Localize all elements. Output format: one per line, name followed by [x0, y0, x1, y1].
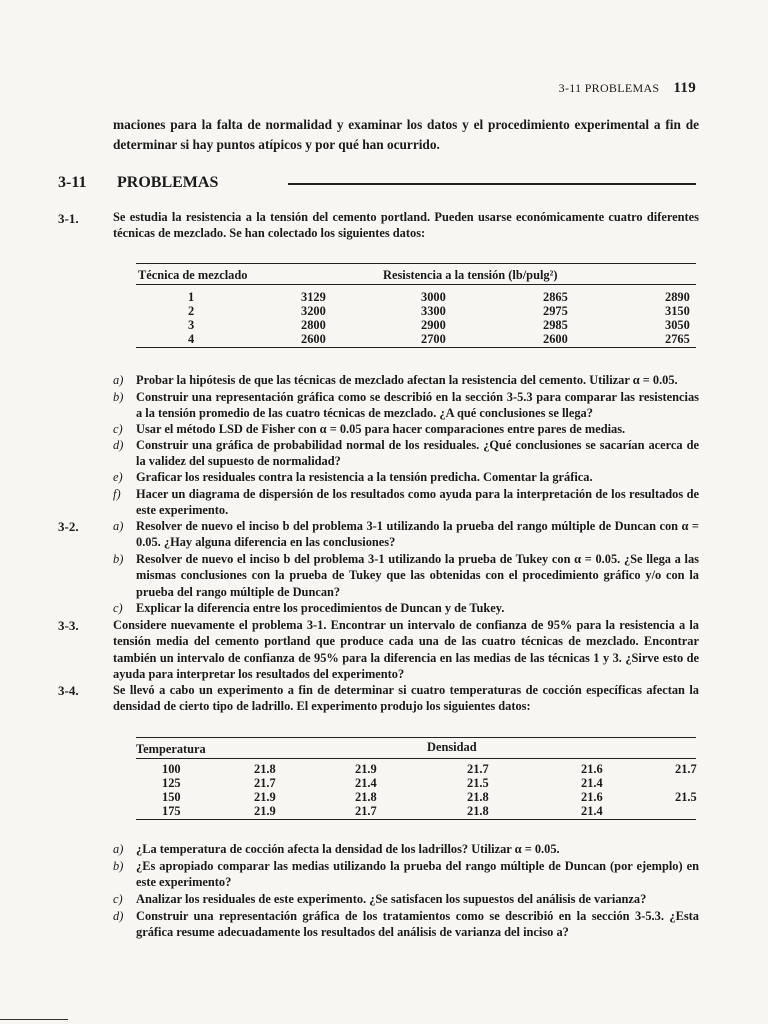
table-cell: 21.7: [467, 762, 489, 776]
continuation-paragraph: maciones para la falta de normalidad y examinar los datos y el procedimiento experimental a fin de determinar si hay puntos atípicos y por qué han ocurrido.: [113, 117, 699, 152]
table-rule: [136, 758, 696, 759]
sub-item: [113, 908, 699, 941]
sub-item-label: c): [113, 422, 123, 436]
table-cell: 3300: [421, 304, 446, 318]
table-cell: 21.5: [467, 776, 489, 790]
sub-item-label: a): [113, 519, 124, 533]
table-cell: 2600: [543, 332, 568, 346]
table-cell: 3050: [665, 318, 690, 332]
sub-item: [113, 858, 699, 891]
table-cell: 2865: [543, 290, 568, 304]
table-cell: 21.4: [581, 804, 603, 818]
table-cell: 1: [188, 290, 195, 304]
table-cell: 2985: [543, 318, 568, 332]
table-cell: 3200: [301, 304, 326, 318]
problem-statement: Se estudia la resistencia a la tensión del cemento portland. Pueden usarse económicamente cuatro diferentes técnicas de mezclado. Se han colectado los siguientes datos:: [113, 210, 699, 241]
sub-item-label: d): [113, 909, 124, 923]
problem-number: 3-1.: [58, 211, 79, 226]
sub-item-label: e): [113, 470, 123, 484]
table-cell: 3150: [665, 304, 690, 318]
problem-number: 3-2.: [58, 519, 79, 534]
table-cell: 21.8: [355, 790, 377, 804]
sub-item: [113, 891, 699, 907]
sub-item-label: c): [113, 892, 123, 906]
table-cell: 21.7: [254, 776, 276, 790]
table-cell: 100: [162, 762, 181, 776]
sub-item: [113, 600, 699, 616]
section-rule: [288, 183, 696, 185]
sub-item-label: d): [113, 438, 124, 452]
table-cell: 3000: [421, 290, 446, 304]
table-cell: 3: [188, 318, 195, 332]
table-cell: 150: [162, 790, 181, 804]
sub-item: [113, 518, 699, 551]
problem-number: 3-3.: [58, 618, 79, 633]
table-cell: 2600: [301, 332, 326, 346]
sub-item-text: Usar el método LSD de Fisher con α = 0.05 para hacer comparaciones entre pares de medias.: [136, 422, 626, 436]
running-head: [559, 80, 696, 97]
sub-item-label: a): [113, 373, 124, 387]
table-cell: 2890: [665, 290, 690, 304]
table-rule: [136, 347, 696, 348]
table-col-header: Densidad: [427, 740, 477, 754]
problem-statement: Se llevó a cabo un experimento a fin de determinar si cuatro temperaturas de cocción específicas afectan la densidad de cierto tipo de ladrillo. El experimento produjo los siguientes datos:: [113, 683, 699, 714]
strength-table: [136, 263, 696, 357]
density-table: [136, 737, 696, 823]
sub-item-label: b): [113, 859, 124, 873]
table-cell: 125: [162, 776, 181, 790]
table-cell: 3129: [301, 290, 326, 304]
sub-item: [113, 437, 699, 470]
table-cell: 2900: [421, 318, 446, 332]
sub-item-text: Probar la hipótesis de que las técnicas de mezclado afectan la resistencia del cemento. Utilizar α = 0.05.: [136, 373, 678, 387]
sub-item: [113, 372, 699, 388]
table-cell: 21.8: [254, 762, 276, 776]
problem-number: 3-4.: [58, 683, 79, 698]
table-cell: 4: [188, 332, 195, 346]
table-rule: [136, 284, 696, 285]
sub-item-text: Resolver de nuevo el inciso b del problema 3-1 utilizando la prueba de Tukey con α = 0.05. ¿Se llega a las mismas conclusiones con la prueba de Tukey que las obtenidas con el procedimiento gráfico y/o con la prueba del rango múltiple de Duncan?: [136, 552, 699, 599]
table-cell: 21.5: [675, 790, 697, 804]
table-cell: 21.8: [467, 804, 489, 818]
table-col-header: Técnica de mezclado: [138, 268, 248, 282]
sub-item-text: ¿La temperatura de cocción afecta la densidad de los ladrillos? Utilizar α = 0.05.: [136, 842, 560, 856]
sub-item: [113, 469, 699, 485]
table-cell: 21.6: [581, 762, 603, 776]
sub-item-text: Resolver de nuevo el inciso b del problema 3-1 utilizando la prueba del rango múltiple de Duncan con α = 0.05. ¿Hay alguna diferencia en las conclusiones?: [136, 519, 699, 550]
sub-item: [113, 421, 699, 437]
section-heading: [58, 174, 698, 196]
sub-item: [113, 389, 699, 422]
sub-item-text: Graficar los residuales contra la resistencia a la tensión predicha. Comentar la gráfica.: [136, 470, 593, 484]
sub-item-text: Explicar la diferencia entre los procedimientos de Duncan y de Tukey.: [136, 601, 505, 615]
table-cell: 2: [188, 304, 195, 318]
sub-item: [113, 551, 699, 600]
page-number: 119: [673, 80, 696, 96]
sub-item-label: b): [113, 552, 124, 566]
sub-item-text: Analizar los residuales de este experimento. ¿Se satisfacen los supuestos del análisis de varianza?: [136, 892, 647, 906]
sub-item: [113, 841, 699, 857]
table-cell: 2700: [421, 332, 446, 346]
table-cell: 21.9: [254, 790, 276, 804]
table-col-header: Resistencia a la tensión (lb/pulg²): [383, 268, 558, 282]
table-cell: 2800: [301, 318, 326, 332]
sub-item-text: Construir una representación gráfica como se describió en la sección 3-5.3 para comparar las resistencias a la tensión promedio de las cuatro técnicas de mezclado. ¿A qué conclusiones se llega?: [136, 390, 699, 421]
table-cell: 21.7: [675, 762, 697, 776]
sub-item-label: f): [113, 487, 121, 501]
sub-item: [113, 486, 699, 519]
sub-item-text: Construir una representación gráfica de los tratamientos como se describió en la sección 3-5.3. ¿Esta gráfica resume adecuadamente los resultados del análisis de varianza del inciso a?: [136, 909, 699, 940]
table-rule: [136, 819, 696, 820]
footnote-rule: [0, 1019, 68, 1020]
sub-item-label: a): [113, 842, 124, 856]
table-cell: 21.6: [581, 790, 603, 804]
table-col-header: Temperatura: [136, 742, 206, 756]
sub-item-label: c): [113, 601, 123, 615]
sub-item-text: ¿Es apropiado comparar las medias utilizando la prueba del rango múltiple de Duncan (por ejemplo) en este experimento?: [136, 859, 699, 890]
table-rule: [136, 737, 696, 738]
running-title: 3-11 PROBLEMAS: [558, 81, 660, 95]
table-cell: 21.4: [355, 776, 377, 790]
sub-item-text: Hacer un diagrama de dispersión de los resultados como ayuda para la interpretación de los resultados de este experimento.: [136, 487, 699, 518]
table-cell: 2765: [665, 332, 690, 346]
section-number: 3-11: [58, 174, 87, 191]
table-cell: 21.9: [254, 804, 276, 818]
table-rule: [136, 263, 696, 264]
table-cell: 175: [162, 804, 181, 818]
sub-item-label: b): [113, 390, 124, 404]
table-cell: 21.8: [467, 790, 489, 804]
table-cell: 21.9: [355, 762, 377, 776]
table-cell: 21.7: [355, 804, 377, 818]
sub-item-text: Construir una gráfica de probabilidad normal de los residuales. ¿Qué conclusiones se sacarían acerca de la validez del supuesto de normalidad?: [136, 438, 699, 469]
problem-statement: Considere nuevamente el problema 3-1. Encontrar un intervalo de confianza de 95% para la resistencia a la tensión media del cemento portland que produce cada una de las cuatro técnicas de mezclado. Encontrar también un intervalo de confianza de 95% para la diferencia en las medias de las técnicas 1 y 3. ¿Sirve esto de ayuda para interpretar los resultados del experimento?: [113, 618, 699, 681]
table-cell: 2975: [543, 304, 568, 318]
table-cell: 21.4: [581, 776, 603, 790]
section-title: PROBLEMAS: [117, 174, 219, 191]
